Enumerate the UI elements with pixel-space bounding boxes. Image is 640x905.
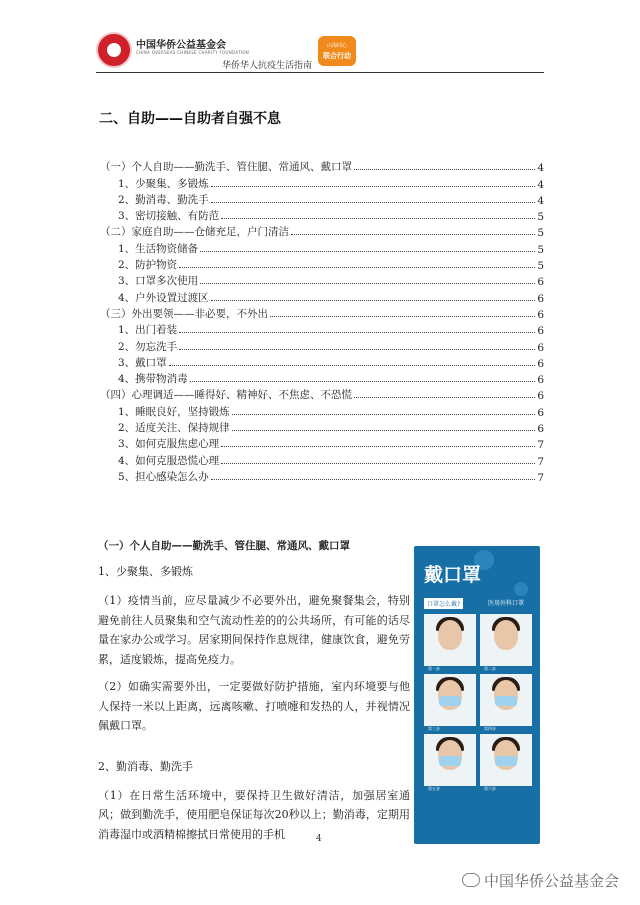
toc-entry[interactable]	[100, 288, 544, 304]
mask-illustration	[439, 696, 461, 706]
paragraph-2: （2）如确实需要外出，一定要做好防护措施，室内环境要与他人保持一米以上距离，远离咳嗽、打喷嚏和发热的人，并视情况佩戴口罩。	[98, 680, 410, 732]
toc-entry[interactable]	[100, 191, 544, 207]
mask-illustration	[439, 756, 461, 766]
foundation-logo	[96, 32, 132, 68]
toc-entry[interactable]	[100, 207, 544, 223]
toc-entry-text: 4、户外设置过渡区	[118, 291, 209, 304]
action-badge-label: 联合行动	[323, 52, 351, 60]
toc-entry-page: 6	[537, 357, 544, 370]
toc-entry-page: 4	[537, 162, 544, 175]
toc-entry-text: 1、生活物资储备	[118, 242, 199, 255]
toc-entry-page: 6	[537, 406, 544, 419]
toc-entry[interactable]	[100, 174, 544, 190]
toc-entry-text: 2、勤消毒、勤洗手	[118, 193, 209, 206]
toc-entry-text: （二）家庭自助——仓储充足，户门清洁	[100, 226, 289, 239]
toc-entry-text: 3、密切接触、有防范	[118, 210, 220, 223]
section-title: 二、自助——自助者自强不息	[99, 111, 281, 127]
toc-entry-page: 6	[537, 325, 544, 338]
paragraph-1: （1）疫情当前，应尽量减少不必要外出，避免聚餐集会，特别避免前往人员聚集和空气流动性差的的公共场所，有可能的话尽量在家办公或学习。居家期间保持作息规律，健康饮食，避免劳累，适度锻炼，提高免疫力。	[98, 594, 410, 666]
poster-step-image	[424, 674, 476, 731]
toc-leader-dots	[270, 316, 535, 317]
step-label: 第一步	[428, 666, 440, 671]
item-title-1: 1、少聚集、多锻炼	[98, 565, 193, 578]
toc-entry-page: 7	[537, 439, 544, 452]
org-name-en: CHINA OVERSEAS CHINESE CHARITY FOUNDATION	[136, 50, 250, 55]
poster-question: 口罩怎么戴?	[424, 598, 463, 609]
toc-entry-page: 6	[537, 374, 544, 387]
toc-entry[interactable]	[100, 239, 544, 255]
toc-entry-text: 2、适度关注、保持规律	[118, 422, 230, 435]
toc-entry[interactable]	[100, 354, 544, 370]
toc-leader-dots	[211, 186, 536, 187]
step-label: 第四步	[484, 726, 496, 731]
wechat-icon	[462, 873, 480, 887]
toc-entry-page: 6	[537, 292, 544, 305]
toc-entry-page: 7	[537, 471, 544, 484]
toc-leader-dots	[221, 463, 535, 464]
toc-entry-text: （四）心理调适——睡得好、精神好、不焦虑、不恐慌	[100, 389, 352, 402]
header-divider	[96, 72, 544, 73]
toc-leader-dots	[354, 169, 535, 170]
toc-entry-page: 6	[537, 423, 544, 436]
toc-leader-dots	[232, 414, 536, 415]
toc-entry[interactable]	[100, 402, 544, 418]
toc-leader-dots	[232, 430, 536, 431]
toc-entry[interactable]	[100, 337, 544, 353]
toc-entry[interactable]	[100, 223, 544, 239]
poster-title: 戴口罩	[424, 564, 482, 586]
toc-entry-text: 3、戴口罩	[118, 356, 167, 369]
step-label: 第六步	[484, 786, 496, 791]
poster-step-image	[480, 674, 532, 731]
step-label: 第五步	[428, 786, 440, 791]
toc-leader-dots	[211, 300, 536, 301]
toc-entry-page: 5	[537, 243, 544, 256]
toc-leader-dots	[200, 251, 535, 252]
step-label: 第二步	[484, 666, 496, 671]
body-content	[98, 538, 410, 852]
org-name: 中国华侨公益基金会	[136, 40, 226, 51]
toc-leader-dots	[179, 267, 535, 268]
toc-leader-dots	[179, 349, 535, 350]
poster-step-image	[480, 614, 532, 671]
toc-leader-dots	[211, 479, 536, 480]
virus-decoration	[514, 582, 528, 596]
action-badge	[318, 36, 356, 66]
toc-entry[interactable]	[100, 256, 544, 272]
toc-entry-text: （三）外出要领——非必要，不外出	[100, 307, 268, 320]
toc-leader-dots	[354, 397, 535, 398]
toc-entry[interactable]	[100, 158, 544, 174]
toc-entry-text: 1、睡眠良好，坚持锻炼	[118, 405, 230, 418]
toc-entry[interactable]	[100, 419, 544, 435]
toc-entry[interactable]	[100, 386, 544, 402]
toc-entry-text: 5、担心感染怎么办	[118, 470, 209, 483]
face-illustration	[438, 620, 462, 650]
toc-leader-dots	[169, 365, 536, 366]
poster-answer: 医用外科口罩	[488, 600, 525, 607]
toc-entry-text: 4、携带物消毒	[118, 373, 188, 386]
toc-entry-page: 7	[537, 455, 544, 468]
watermark-text: 中国华侨公益基金会	[484, 872, 620, 890]
toc-entry-text: 1、出门着装	[118, 324, 178, 337]
poster-steps	[422, 612, 534, 792]
toc-entry-page: 5	[537, 260, 544, 273]
toc-leader-dots	[221, 218, 535, 219]
page-number: 4	[316, 834, 322, 844]
mask-illustration	[495, 696, 517, 706]
toc-leader-dots	[179, 332, 535, 333]
table-of-contents	[100, 158, 544, 484]
toc-entry-page: 6	[537, 308, 544, 321]
toc-entry-page: 4	[537, 194, 544, 207]
toc-entry[interactable]	[100, 451, 544, 467]
item-title-2: 2、勤消毒、勤洗手	[98, 759, 193, 773]
toc-entry[interactable]	[100, 321, 544, 337]
toc-entry[interactable]	[100, 435, 544, 451]
toc-entry-page: 5	[537, 211, 544, 224]
toc-entry-text: 4、如何克服恐慌心理	[118, 454, 220, 467]
toc-entry-page: 6	[537, 341, 544, 354]
mask-wearing-poster	[414, 546, 540, 844]
action-badge-top: 山海同心	[326, 43, 347, 49]
toc-entry-text: （一）个人自助——勤洗手、管住腿、常通风、戴口罩	[100, 161, 352, 174]
toc-entry[interactable]	[100, 370, 544, 386]
toc-leader-dots	[221, 446, 535, 447]
toc-entry-text: 3、口罩多次使用	[118, 275, 199, 288]
toc-entry-text: 2、勿忘洗手	[118, 340, 178, 353]
poster-step-image	[424, 734, 476, 791]
guide-title: 华侨华人抗疫生活指南	[222, 61, 313, 71]
wechat-watermark	[462, 870, 622, 892]
poster-step-image	[424, 614, 476, 671]
toc-entry[interactable]	[100, 468, 544, 484]
toc-entry-text: 3、如何克服焦虑心理	[118, 438, 220, 451]
poster-step-image	[480, 734, 532, 791]
sub-heading: （一）个人自助——勤洗手、管住腿、常通风、戴口罩	[98, 540, 350, 552]
paragraph-3: （1）在日常生活环境中，要保持卫生做好清洁，加强居室通风；做到勤洗手，使用肥皂保证每次20秒以上；勤消毒，定期用消毒湿巾或酒精棉擦拭日常使用的手机	[98, 788, 410, 841]
toc-leader-dots	[291, 234, 535, 235]
toc-entry[interactable]	[100, 272, 544, 288]
toc-entry-text: 1、少聚集、多锻炼	[118, 177, 209, 190]
toc-entry-text: 2、防护物资	[118, 259, 178, 272]
toc-entry-page: 5	[537, 227, 544, 240]
toc-entry-page: 6	[537, 390, 544, 403]
toc-entry-page: 6	[537, 276, 544, 289]
toc-leader-dots	[200, 283, 535, 284]
face-illustration	[494, 620, 518, 650]
toc-entry-page: 4	[537, 178, 544, 191]
mask-illustration	[495, 756, 517, 766]
toc-entry[interactable]	[100, 305, 544, 321]
step-label: 第三步	[428, 726, 440, 731]
page-header	[96, 30, 546, 74]
toc-leader-dots	[190, 381, 536, 382]
toc-leader-dots	[211, 202, 536, 203]
